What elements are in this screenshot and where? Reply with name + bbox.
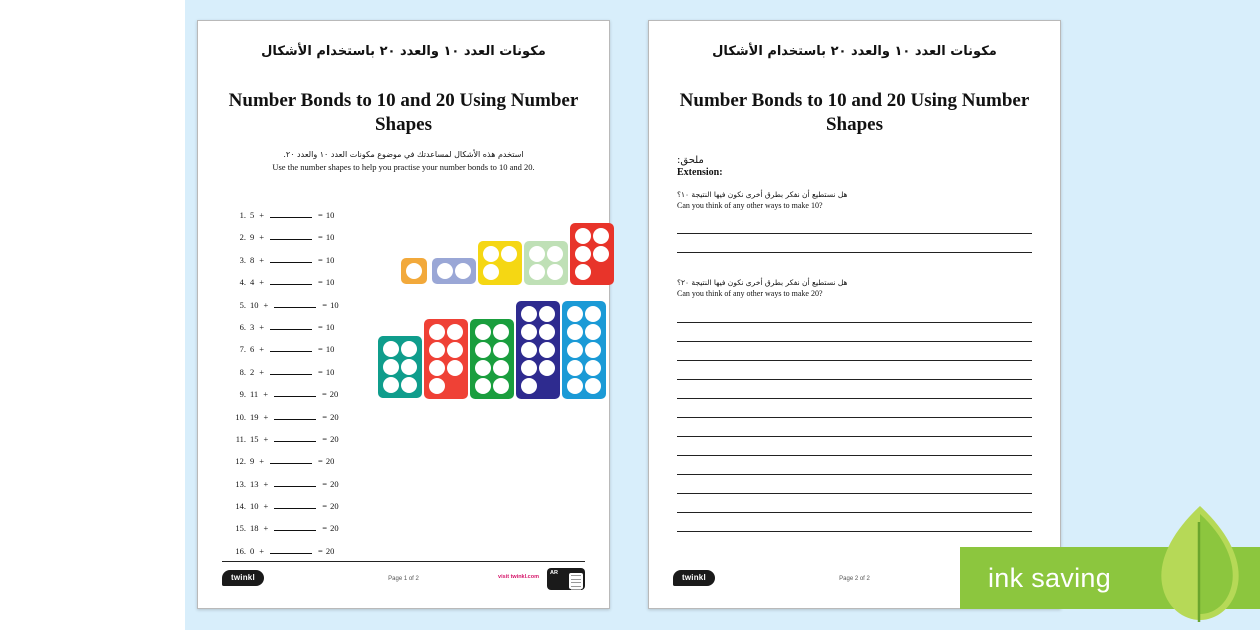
question-total: 20 (330, 501, 339, 512)
number-shape-dot (429, 324, 445, 340)
number-shape-dot (567, 342, 583, 358)
number-shape-2 (432, 258, 476, 284)
question-row (226, 366, 366, 388)
number-shape-dot (437, 263, 453, 279)
answer-lines-make-10[interactable] (677, 215, 1032, 253)
plus-sign: + (259, 254, 265, 265)
question-row (226, 231, 366, 253)
plus-sign: + (259, 277, 265, 288)
question-number: 12. (235, 456, 246, 467)
question-number: 1. (239, 210, 246, 220)
question-total: 20 (325, 456, 335, 467)
question-number: 11. (235, 433, 246, 444)
number-shape-dot (585, 324, 601, 340)
number-shape-dot (521, 306, 537, 322)
equals-sign: = (322, 523, 328, 534)
question-row (226, 388, 366, 410)
number-shape-dot (593, 228, 609, 244)
question-row (226, 545, 366, 567)
answer-lines-make-20[interactable] (677, 304, 1032, 532)
equals-sign: = (318, 232, 323, 243)
question-row (226, 209, 366, 231)
number-shape-dot (475, 324, 491, 340)
question-addend: 10 (250, 299, 259, 310)
question-total: 20 (325, 545, 335, 556)
number-shape-dot (455, 263, 471, 279)
number-shape-dot (585, 360, 601, 376)
plus-sign: + (259, 344, 265, 355)
answer-blank[interactable] (270, 276, 312, 285)
number-shape-dot (539, 342, 555, 358)
equals-sign: = (318, 344, 323, 355)
number-shape-dot (383, 377, 399, 393)
extension-heading-arabic: ملحق: (677, 155, 704, 166)
number-shape-dot (539, 324, 555, 340)
question-row (226, 500, 366, 522)
number-shape-dot (406, 263, 422, 279)
question-number: 14. (235, 501, 246, 512)
equals-sign: = (318, 210, 323, 220)
number-shape-dot (447, 360, 463, 376)
question-row (226, 433, 366, 455)
question-addend: 8 (250, 254, 255, 265)
number-shape-dot (447, 324, 463, 340)
answer-blank[interactable] (274, 522, 316, 531)
question-row (226, 276, 366, 298)
answer-line[interactable] (677, 475, 1032, 494)
plus-sign: + (259, 210, 265, 220)
number-shape-dot (567, 306, 583, 322)
answer-line[interactable] (677, 304, 1032, 323)
question-row (226, 411, 366, 433)
question-addend: 5 (250, 210, 255, 220)
answer-blank[interactable] (274, 388, 316, 397)
answer-line[interactable] (677, 380, 1032, 399)
number-shape-dot (521, 360, 537, 376)
plus-sign: + (259, 366, 265, 377)
instructions-block (222, 149, 585, 174)
question-number: 4. (239, 277, 246, 288)
question-row (226, 254, 366, 276)
page-2-title-english: Number Bonds to 10 and 20 Using Number Shapes (679, 90, 1030, 135)
answer-blank[interactable] (270, 254, 312, 263)
answer-line[interactable] (677, 418, 1032, 437)
question-row (226, 522, 366, 544)
question-total: 10 (325, 210, 335, 220)
number-shape-dot (493, 324, 509, 340)
question-addend: 2 (250, 366, 255, 377)
prompt-make-10 (677, 189, 1032, 212)
equals-sign: = (322, 501, 328, 512)
number-shape-dot (539, 306, 555, 322)
equals-sign: = (318, 456, 323, 467)
number-shape-dot (521, 324, 537, 340)
answer-blank[interactable] (270, 545, 312, 554)
question-addend: 9 (250, 456, 255, 467)
question-row (226, 343, 366, 365)
plus-sign: + (263, 389, 268, 400)
question-number: 9. (239, 389, 246, 400)
equals-sign: = (322, 411, 328, 422)
equals-sign: = (318, 321, 323, 332)
question-total: 10 (325, 321, 335, 332)
number-shape-dot (447, 342, 463, 358)
number-shape-dot (547, 264, 563, 280)
answer-line[interactable] (677, 215, 1032, 234)
page-1-content (198, 21, 609, 608)
answer-line[interactable] (677, 399, 1032, 418)
resource-badge-label: AR (550, 570, 558, 576)
instructions-arabic: استخدم هذه الأشكال لمساعدتك في موضوع مكونات العدد ١٠ والعدد ٢٠. (283, 150, 524, 159)
number-shape-dot (575, 246, 591, 262)
question-list (226, 209, 366, 567)
question-addend: 11 (250, 389, 259, 400)
question-total: 20 (330, 523, 339, 534)
answer-blank[interactable] (274, 478, 316, 487)
twinkl-logo: twinkl (222, 570, 264, 586)
plus-sign: + (259, 456, 265, 467)
number-shape-dot (483, 246, 499, 262)
number-shape-10 (562, 301, 606, 399)
instructions-english: Use the number shapes to help you practise your number bonds to 10 and 20. (272, 162, 535, 172)
question-addend: 3 (250, 321, 255, 332)
answer-line[interactable] (677, 437, 1032, 456)
question-row (226, 321, 366, 343)
answer-blank[interactable] (274, 299, 316, 308)
question-row (226, 299, 366, 321)
number-shape-dot (529, 246, 545, 262)
number-shape-dot (575, 264, 591, 280)
answer-line[interactable] (677, 323, 1032, 342)
plus-sign: + (259, 321, 265, 332)
question-addend: 19 (250, 411, 259, 422)
number-shape-dot (539, 360, 555, 376)
plus-sign: + (263, 501, 269, 512)
number-shape-dot (567, 324, 583, 340)
number-shape-3 (478, 241, 522, 285)
number-shape-dot (567, 378, 583, 394)
question-total: 10 (325, 232, 335, 243)
answer-line[interactable] (677, 361, 1032, 380)
number-shape-dot (483, 264, 499, 280)
equals-sign: = (318, 366, 323, 377)
number-shape-dot (475, 360, 491, 376)
ink-saving-label: ink saving (988, 562, 1112, 593)
twinkl-logo-page-2: twinkl (673, 570, 715, 586)
number-shape-dot (521, 378, 537, 394)
page-1-title-english: Number Bonds to 10 and 20 Using Number Shapes (228, 90, 579, 135)
prompt-make-20-english: Can you think of any other ways to make 20? (677, 289, 823, 299)
equals-sign: = (318, 254, 323, 265)
page-1-page-count: Page 1 of 2 (388, 576, 419, 582)
plus-sign: + (263, 433, 269, 444)
badge-sheet-icon (569, 573, 583, 589)
number-shape-dot (593, 246, 609, 262)
plus-sign: + (259, 232, 265, 243)
number-shape-dot (501, 246, 517, 262)
answer-blank[interactable] (270, 209, 312, 218)
number-shape-dot (567, 360, 583, 376)
number-shape-dot (585, 306, 601, 322)
answer-line[interactable] (677, 234, 1032, 253)
answer-line[interactable] (677, 456, 1032, 475)
equals-sign: = (322, 433, 328, 444)
number-shape-dot (429, 378, 445, 394)
plus-sign: + (263, 478, 269, 489)
answer-blank[interactable] (274, 433, 316, 442)
page-2-content (649, 21, 1060, 608)
question-total: 10 (325, 366, 335, 377)
number-shape-dot (401, 377, 417, 393)
equals-sign: = (321, 389, 327, 400)
equals-sign: = (318, 277, 323, 288)
question-addend: 4 (250, 277, 255, 288)
number-shape-7 (424, 319, 468, 399)
number-shape-dot (585, 342, 601, 358)
question-addend: 13 (250, 478, 259, 489)
equals-sign: = (318, 545, 323, 556)
plus-sign: + (263, 299, 269, 310)
question-addend: 15 (250, 433, 259, 444)
question-number: 10. (235, 411, 246, 422)
visit-twinkl-link[interactable]: visit twinkl.com (498, 574, 539, 580)
number-shape-dot (401, 359, 417, 375)
answer-line[interactable] (677, 494, 1032, 513)
number-shape-dot (585, 378, 601, 394)
number-shape-dot (475, 378, 491, 394)
number-shape-dot (575, 228, 591, 244)
question-total: 20 (330, 478, 339, 489)
question-total: 20 (330, 433, 339, 444)
number-shape-dot (529, 264, 545, 280)
question-total: 20 (330, 411, 339, 422)
extension-heading (677, 155, 723, 178)
number-shape-5 (570, 223, 614, 285)
number-shape-1 (401, 258, 427, 284)
number-shape-dot (383, 359, 399, 375)
question-addend: 0 (250, 545, 255, 556)
plus-sign: + (259, 545, 265, 556)
question-number: 15. (235, 523, 246, 534)
question-number: 3. (239, 254, 246, 265)
number-shape-8 (470, 319, 514, 399)
equals-sign: = (322, 299, 328, 310)
answer-blank[interactable] (270, 231, 312, 240)
plus-sign: + (263, 523, 269, 534)
answer-blank[interactable] (274, 411, 316, 420)
prompt-make-10-arabic: هل نستطيع أن نفكر بطرق أخرى نكون فيها النتيجة ١٠؟ (677, 190, 848, 199)
question-addend: 6 (250, 344, 255, 355)
answer-blank[interactable] (270, 455, 312, 464)
prompt-make-20 (677, 277, 1032, 300)
number-shape-6 (378, 336, 422, 398)
number-shape-dot (493, 360, 509, 376)
page-1-footer (222, 568, 585, 594)
page-1-title-arabic: مكونات العدد ١٠ والعدد ٢٠ باستخدام الأشكال (261, 44, 546, 59)
extension-heading-english: Extension: (677, 167, 723, 178)
question-number: 16. (235, 545, 246, 556)
number-shapes-illustration (378, 211, 593, 416)
number-shape-9 (516, 301, 560, 399)
answer-blank[interactable] (270, 366, 312, 375)
question-addend: 18 (250, 523, 259, 534)
answer-line[interactable] (677, 342, 1032, 361)
answer-blank[interactable] (270, 343, 312, 352)
worksheet-page-1[interactable] (197, 20, 610, 609)
resource-badge-icon (547, 568, 585, 590)
page-1-footer-divider (222, 561, 585, 562)
question-row (226, 478, 366, 500)
question-number: 13. (235, 478, 246, 489)
page-2-title-arabic: مكونات العدد ١٠ والعدد ٢٠ باستخدام الأشكال (712, 44, 997, 59)
answer-blank[interactable] (274, 500, 316, 509)
question-number: 2. (239, 232, 246, 243)
question-total: 10 (325, 344, 335, 355)
question-total: 10 (325, 277, 335, 288)
number-shape-4 (524, 241, 568, 285)
number-shape-dot (521, 342, 537, 358)
page-2-page-count: Page 2 of 2 (839, 576, 870, 582)
number-shape-dot (401, 341, 417, 357)
number-shape-dot (493, 378, 509, 394)
number-shape-dot (547, 246, 563, 262)
equals-sign: = (322, 478, 328, 489)
question-number: 5. (239, 299, 246, 310)
number-shape-dot (429, 342, 445, 358)
answer-blank[interactable] (270, 321, 312, 330)
prompt-make-10-english: Can you think of any other ways to make 10? (677, 201, 823, 211)
plus-sign: + (263, 411, 269, 422)
question-total: 10 (330, 299, 339, 310)
answer-line[interactable] (677, 513, 1032, 532)
number-shape-dot (383, 341, 399, 357)
question-total: 20 (329, 389, 339, 400)
question-addend: 9 (250, 232, 255, 243)
prompt-make-20-arabic: هل نستطيع أن نفكر بطرق أخرى نكون فيها النتيجة ٢٠؟ (677, 278, 848, 287)
question-row (226, 455, 366, 477)
question-total: 10 (325, 254, 335, 265)
question-number: 7. (239, 344, 246, 355)
worksheet-page-2[interactable] (648, 20, 1061, 609)
leaf-icon (1154, 504, 1246, 622)
question-addend: 10 (250, 501, 259, 512)
number-shape-dot (493, 342, 509, 358)
question-number: 6. (239, 321, 246, 332)
number-shape-dot (429, 360, 445, 376)
question-number: 8. (239, 366, 246, 377)
number-shape-dot (475, 342, 491, 358)
